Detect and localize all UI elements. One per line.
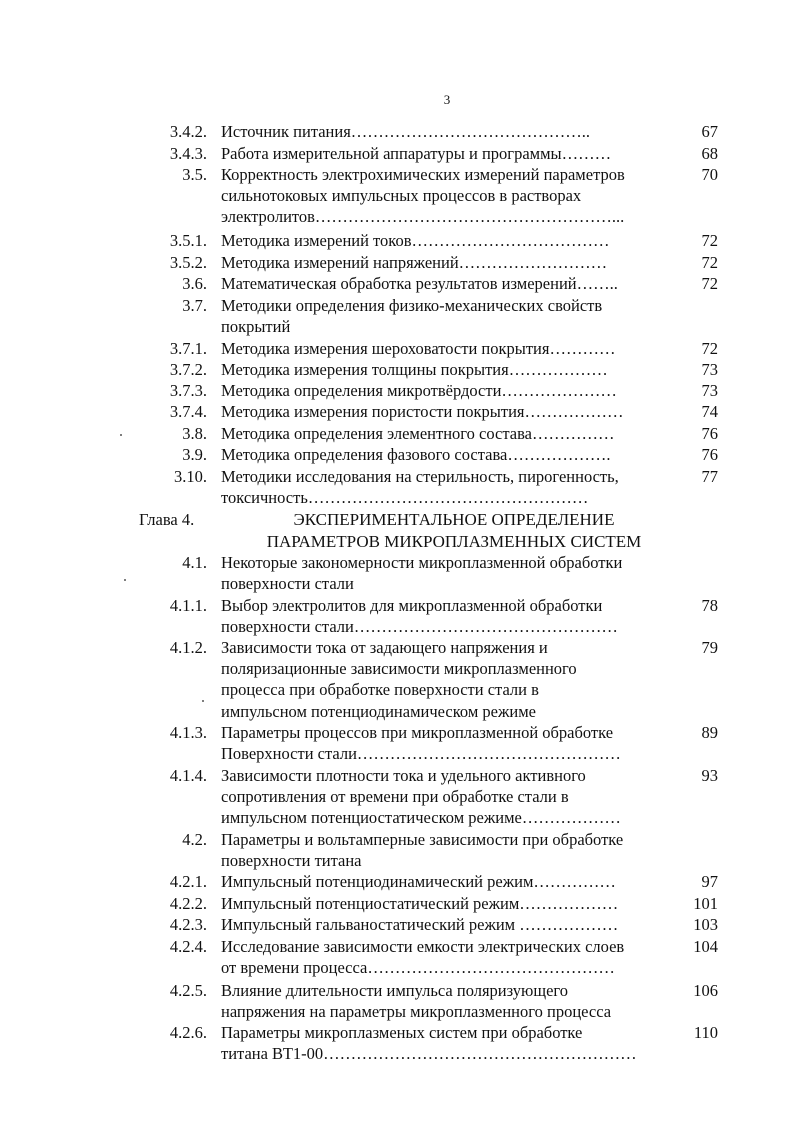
entry-title-line: процесса при обработке поверхности стали в xyxy=(221,680,539,700)
entry-page: 72 xyxy=(701,274,718,293)
entry-title-line: Влияние длительности импульса поляризующего xyxy=(221,981,569,1000)
entry-page: 73 xyxy=(701,360,718,379)
entry-number: 4.2.3. xyxy=(169,915,207,934)
entry-title-line: Поверхности стали………………………………………… xyxy=(221,744,621,764)
entry-page: 73 xyxy=(701,381,718,400)
entry-title-line: Методика измерений токов……………………………… xyxy=(221,231,610,250)
entry-page: 76 xyxy=(701,445,718,464)
entry-page: 67 xyxy=(701,122,718,141)
entry-number: 3.7. xyxy=(182,296,207,315)
entry-number: 3.5.1. xyxy=(169,231,207,250)
entry-title-line: Методики исследования на стерильность, пирогенность, xyxy=(221,467,619,486)
entry-title-line: Корректность электрохимических измерений параметров xyxy=(221,165,625,184)
entry-title-line: токсичность…………………………………………… xyxy=(221,488,589,508)
entry-number: 3.9. xyxy=(182,445,207,464)
entry-page: 72 xyxy=(701,231,718,250)
entry-number: 4.2.4. xyxy=(169,937,207,956)
entry-title-line: Методика измерения пористости покрытия……………… xyxy=(221,402,624,421)
entry-title-line: Зависимости плотности тока и удельного активного xyxy=(221,766,586,785)
entry-page: 78 xyxy=(701,596,718,615)
entry-number: 4.1.1. xyxy=(169,596,207,615)
entry-page: 97 xyxy=(701,872,718,891)
entry-title-line: титана ВТ1-00………………………………………………… xyxy=(221,1044,637,1064)
entry-title-line: Параметры и вольтамперные зависимости при обработке xyxy=(221,830,624,849)
entry-number: 3.5.2. xyxy=(169,253,207,272)
entry-page: 103 xyxy=(693,915,718,934)
entry-page: 101 xyxy=(693,894,718,913)
entry-number: 3.6. xyxy=(182,274,207,293)
entry-number: 4.2.6. xyxy=(169,1023,207,1042)
entry-title-line: поляризационные зависимости микроплазменного xyxy=(221,659,577,679)
entry-title-line: Параметры процессов при микроплазменной обработке xyxy=(221,723,614,742)
entry-page: 74 xyxy=(701,402,718,421)
entry-page: 110 xyxy=(693,1023,718,1042)
entry-title-line: Параметры микроплазменых систем при обработке xyxy=(221,1023,583,1042)
entry-number: 4.2. xyxy=(182,830,207,849)
entry-number: 3.10. xyxy=(174,467,207,486)
entry-page: 70 xyxy=(701,165,718,184)
entry-title-line: Импульсный потенциодинамический режим…………… xyxy=(221,872,616,891)
entry-page: 89 xyxy=(701,723,718,742)
entry-title-line: импульсном потенциодинамическом режиме xyxy=(221,701,536,721)
entry-title-line: сопротивления от времени при обработке стали в xyxy=(221,787,569,807)
entry-title-line: Импульсный потенциостатический режим……………… xyxy=(221,894,619,913)
entry-title-line: Методика измерений напряжений……………………… xyxy=(221,253,608,272)
entry-title-line: Источник питания…………………………………….. xyxy=(221,122,591,141)
entry-title-line: поверхности титана xyxy=(221,851,362,871)
entry-number: 3.8. xyxy=(182,424,207,443)
entry-title-line: Методика измерения шероховатости покрытия………… xyxy=(221,339,616,358)
entry-title-line: Исследование зависимости емкости электрических слоев xyxy=(221,937,625,956)
entry-number: 3.4.3. xyxy=(169,144,207,163)
entry-page: 93 xyxy=(701,766,718,785)
entry-title-line: Методика определения элементного состава…………… xyxy=(221,424,615,443)
entry-page: 72 xyxy=(701,339,718,358)
chapter-label: Глава 4. xyxy=(139,510,195,529)
entry-number: 4.1.3. xyxy=(169,723,207,742)
entry-page: 76 xyxy=(701,424,718,443)
entry-title-line: от времени процесса……………………………………… xyxy=(221,958,615,978)
scan-speck xyxy=(202,700,204,702)
scan-speck xyxy=(120,434,122,436)
entry-title-line: Методика измерения толщины покрытия……………… xyxy=(221,360,608,379)
entry-number: 4.1. xyxy=(182,553,207,572)
entry-title-line: поверхности стали xyxy=(221,574,354,594)
entry-title-line: поверхности стали………………………………………… xyxy=(221,617,618,637)
entry-number: 3.7.4. xyxy=(169,402,207,421)
entry-title-line: напряжения на параметры микроплазменного процесса xyxy=(221,1002,612,1022)
page-number: 3 xyxy=(443,92,451,107)
entry-title-line: Методики определения физико-механических свойств xyxy=(221,296,603,315)
entry-title-line: Выбор электролитов для микроплазменной обработки xyxy=(221,596,603,615)
entry-number: 4.2.5. xyxy=(169,981,207,1000)
entry-number: 3.7.1. xyxy=(169,339,207,358)
entry-title-line: Методика определения фазового состава………………. xyxy=(221,445,611,464)
entry-title-line: Математическая обработка результатов измерений…….. xyxy=(221,274,618,293)
entry-title-line: Работа измерительной аппаратуры и программы……… xyxy=(221,144,612,163)
entry-page: 106 xyxy=(693,981,718,1000)
entry-number: 3.5. xyxy=(182,165,207,184)
entry-number: 3.4.2. xyxy=(169,122,207,141)
entry-page: 77 xyxy=(701,467,718,486)
entry-title-line: импульсном потенциостатическом режиме……………… xyxy=(221,808,621,828)
entry-page: 79 xyxy=(701,638,718,657)
entry-title-line: Импульсный гальваностатический режим ……………… xyxy=(221,915,619,934)
entry-title-line: Некоторые закономерности микроплазменной обработки xyxy=(221,553,623,572)
entry-title-line: покрытий xyxy=(221,317,291,337)
chapter-title-line: ПАРАМЕТРОВ МИКРОПЛАЗМЕННЫХ СИСТЕМ xyxy=(266,532,642,551)
entry-page: 104 xyxy=(693,937,718,956)
entry-title-line: Методика определения микротвёрдости………………… xyxy=(221,381,617,400)
entry-title-line: сильнотоковых импульсных процессов в растворах xyxy=(221,186,582,206)
entry-title-line: электролитов………………………………………………... xyxy=(221,207,625,227)
entry-page: 72 xyxy=(701,253,718,272)
entry-number: 3.7.2. xyxy=(169,360,207,379)
entry-number: 4.2.1. xyxy=(169,872,207,891)
entry-number: 4.2.2. xyxy=(169,894,207,913)
chapter-title-line: ЭКСПЕРИМЕНТАЛЬНОЕ ОПРЕДЕЛЕНИЕ xyxy=(293,510,615,529)
entry-number: 4.1.2. xyxy=(169,638,207,657)
entry-number: 3.7.3. xyxy=(169,381,207,400)
entry-number: 4.1.4. xyxy=(169,766,207,785)
entry-title-line: Зависимости тока от задающего напряжения и xyxy=(221,638,548,657)
scan-speck xyxy=(124,579,126,581)
entry-page: 68 xyxy=(701,144,718,163)
